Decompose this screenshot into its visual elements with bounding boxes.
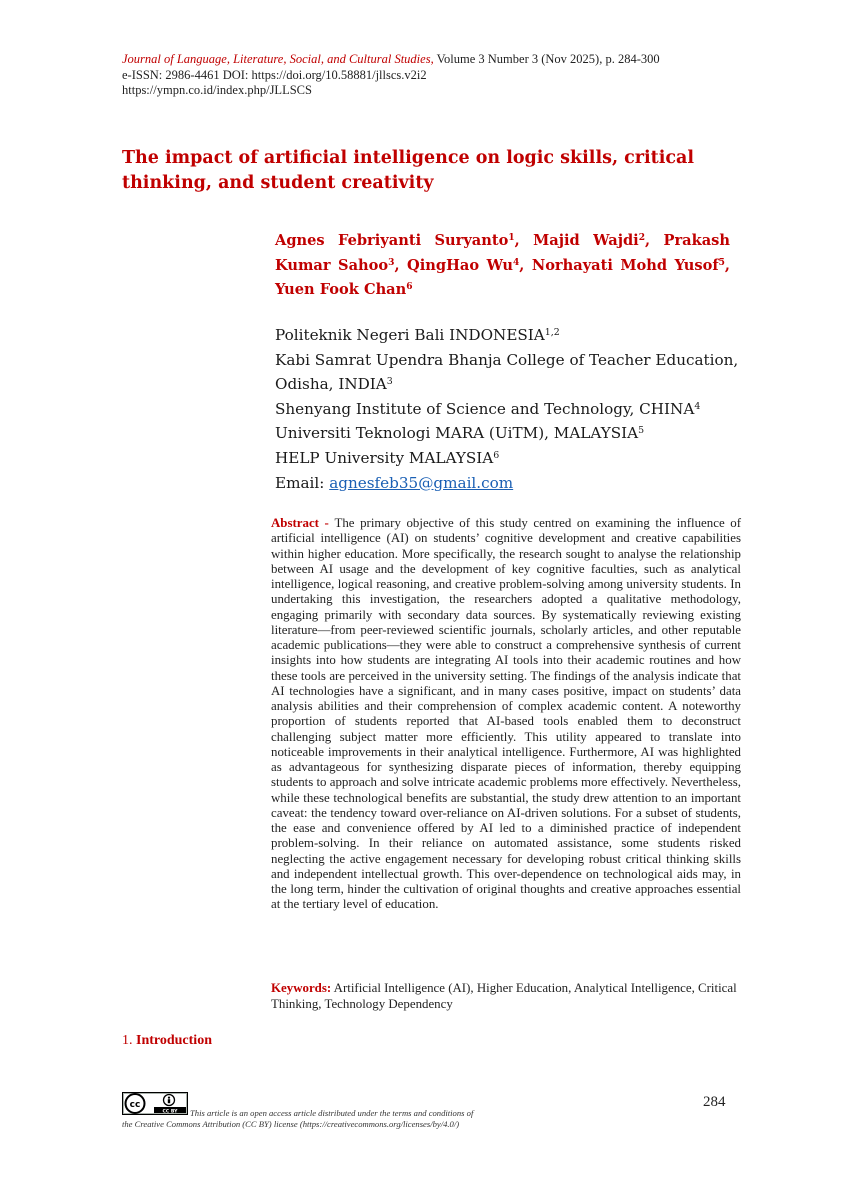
author: Yuen Fook Chan$^6$ — [275, 281, 413, 298]
author: Prakash Kumar Sahoo$^3$ — [275, 232, 730, 274]
keywords — [271, 980, 741, 1012]
section-number: 1. — [122, 1033, 136, 1048]
cc-by-text: CC BY — [162, 1109, 178, 1115]
license-line: the Creative Commons Attribution (CC BY) license (https://creativecommons.org/licenses/by/4.0/) — [122, 1119, 460, 1129]
section-heading — [122, 1033, 212, 1049]
volume-info: Volume 3 Number 3 (Nov 2025), p. 284-300 — [436, 52, 660, 66]
affiliation: Kabi Samrat Upendra Bhanja College of Teacher Education, — [275, 350, 739, 369]
keywords-label: Keywords: — [271, 981, 332, 995]
affiliations — [275, 323, 745, 495]
affiliation: Odisha, INDIA$^3$ — [275, 375, 393, 394]
affiliation: Universiti Teknologi MARA (UiTM), MALAYSIA$^5$ — [275, 424, 645, 443]
abstract-text: The primary objective of this study centred on examining the influence of artificial intelligence (AI) on students’ cognitive development and creative capabilities within higher education. More specifically, the research sought to analyse the relationship between AI usage and the development of key cognitive faculties, such as analytical intelligence, logical reasoning, and creative problem-solving among university students. In undertaking this investigation, the researchers adopted a qualitative methodology, engaging primarily with secondary data sources. By systematically reviewing existing literature—from peer-reviewed scientific journals, scholarly articles, and other reputable academic publications—they were able to construct a comprehensive synthesis of current insights into how students are integrating AI tools into their academic routines and how these tools are perceived in the university setting. The findings of the analysis indicate that AI technologies have a significant, and in many cases positive, impact on students’ data analysis abilities and their comprehension of complex academic content. A noteworthy proportion of students reported that AI-based tools enabled them to deconstruct challenging subject matter more efficiently. This utility appeared to translate into noticeable improvements in their analytical intelligence. Furthermore, AI was highlighted as advantageous for synthesizing disparate pieces of information, thereby equipping students to approach and solve intricate academic problems more effectively. Nevertheless, while these technological benefits are substantial, the study drew attention to an important caveat: the tendency toward over-reliance on AI-driven solutions. For a subset of students, the ease and convenience offered by AI led to a diminished practice of independent problem-solving. In their reliance on automated assistance, some students risked neglecting the active engagement necessary for developing robust critical thinking skills and independent intellectual growth. This over-dependence on technological aids may, in the long term, hinder the cultivation of original thoughts and creative approaches essential at the tertiary level of education. — [271, 516, 741, 912]
email-link[interactable]: agnesfeb35@gmail.com — [329, 473, 514, 492]
abstract — [271, 516, 741, 913]
author: Majid Wajdi$^2$ — [533, 232, 646, 249]
email-label: Email: — [275, 473, 330, 492]
author: Norhayati Mohd Yusof$^5$ — [531, 256, 725, 274]
affiliation: Shenyang Institute of Science and Technology, CHINA$^4$ — [275, 399, 701, 418]
license-line: This article is an open access article distributed under the terms and conditions of — [190, 1108, 474, 1118]
email-line — [275, 471, 745, 496]
section-title: Introduction — [136, 1033, 212, 1048]
svg-text:cc: cc — [129, 1100, 141, 1110]
journal-header — [122, 52, 660, 99]
affiliation: Politeknik Negeri Bali INDONESIA$^{1,2}$ — [275, 326, 560, 344]
author: Agnes Febriyanti Suryanto$^1$ — [275, 232, 515, 249]
page-number: 284 — [703, 1094, 726, 1110]
author: QingHao Wu$^4$ — [407, 256, 520, 274]
author-list: Agnes Febriyanti Suryanto$^1$, Majid Wajdi$^2$, Prakash Kumar Sahoo$^3$, QingHao Wu$^4$, Norhayati Mohd Yusof$^5$, Yuen Fook Chan$^6$ — [275, 232, 730, 298]
keywords-text: Artificial Intelligence (AI), Higher Education, Analytical Intelligence, Critical Thinking, Technology Dependency — [271, 981, 737, 1011]
journal-url[interactable]: https://ympn.co.id/index.php/JLLSCS — [122, 83, 312, 97]
license-notice — [122, 1108, 562, 1130]
journal-name: Journal of Language, Literature, Social, and Cultural Studies, — [122, 52, 434, 66]
affiliation: HELP University MALAYSIA$^6$ — [275, 448, 500, 467]
paper-title: The impact of artificial intelligence on logic skills, critical thinking, and student creativity — [122, 148, 695, 193]
issn-doi[interactable]: e-ISSN: 2986-4461 DOI: https://doi.org/10.58881/jllscs.v2i2 — [122, 67, 427, 82]
abstract-label: Abstract - — [271, 516, 335, 530]
journal-line — [122, 52, 660, 68]
